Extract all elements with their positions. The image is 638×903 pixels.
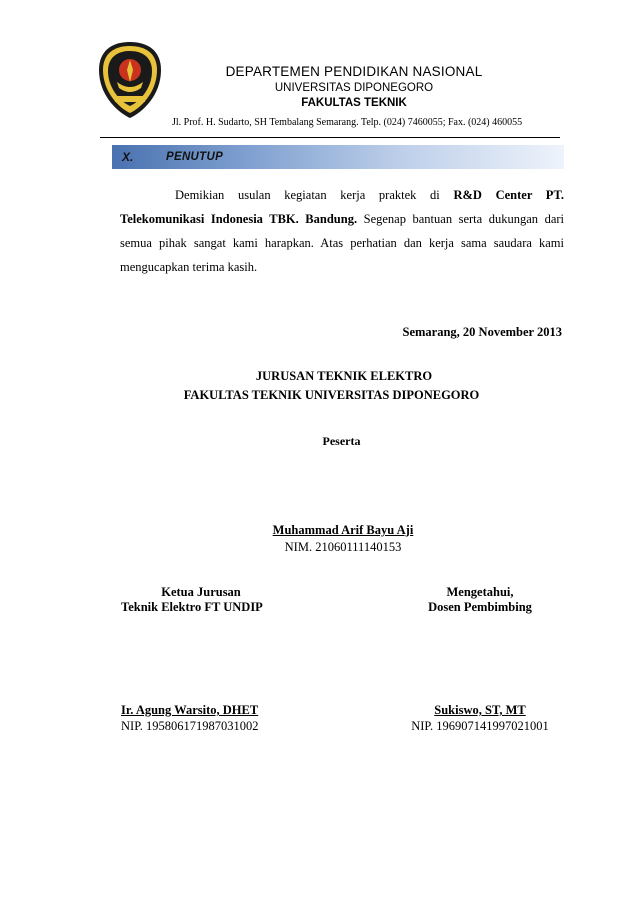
right-signatory-name: Sukiswo, ST, MT bbox=[434, 703, 526, 717]
header-ministry: DEPARTEMEN PENDIDIKAN NASIONAL bbox=[225, 64, 483, 79]
left-signatory-role: Ketua Jurusan bbox=[161, 585, 241, 599]
header-address: Jl. Prof. H. Sudarto, SH Tembalang Semarang. Telp. (024) 7460055; Fax. (024) 460055 bbox=[172, 117, 523, 128]
right-signatory-role: Mengetahui, bbox=[446, 585, 514, 599]
paragraph-text-1: Demikian usulan kegiatan kerja praktek di bbox=[175, 188, 454, 202]
right-signatory-nip: NIP. 196907141997021001 bbox=[411, 719, 549, 733]
participant-label: Peserta bbox=[322, 434, 361, 448]
section-number: X. bbox=[122, 150, 134, 164]
paragraph-bold-company: R&D Center PT. Telekomunikasi Indonesia TBK. Bandung. bbox=[120, 188, 564, 226]
department-name: JURUSAN TEKNIK ELEKTRO bbox=[255, 369, 433, 383]
header-divider bbox=[100, 137, 560, 138]
right-signatory-unit: Dosen Pembimbing bbox=[428, 600, 532, 614]
left-signatory-name: Ir. Agung Warsito, DHET bbox=[121, 703, 259, 717]
participant-nim: NIM. 21060111140153 bbox=[284, 540, 402, 554]
header-university: UNIVERSITAS DIPONEGORO bbox=[274, 82, 434, 94]
header-faculty: FAKULTAS TEKNIK bbox=[301, 97, 407, 109]
section-title: PENUTUP bbox=[166, 151, 224, 163]
paragraph-text-2: Segenap bantuan serta dukungan dari semua pihak sangat kami harapkan. Atas perhatian dan kerja sama saudara kami mengucapkan terima kasih. bbox=[120, 212, 564, 274]
closing-paragraph bbox=[120, 183, 564, 279]
left-signatory-nip: NIP. 195806171987031002 bbox=[121, 719, 259, 733]
participant-name: Muhammad Arif Bayu Aji bbox=[272, 523, 414, 537]
place-date: Semarang, 20 November 2013 bbox=[402, 325, 562, 339]
left-signatory-unit: Teknik Elektro FT UNDIP bbox=[121, 600, 263, 614]
faculty-university-name: FAKULTAS TEKNIK UNIVERSITAS DIPONEGORO bbox=[183, 388, 480, 402]
